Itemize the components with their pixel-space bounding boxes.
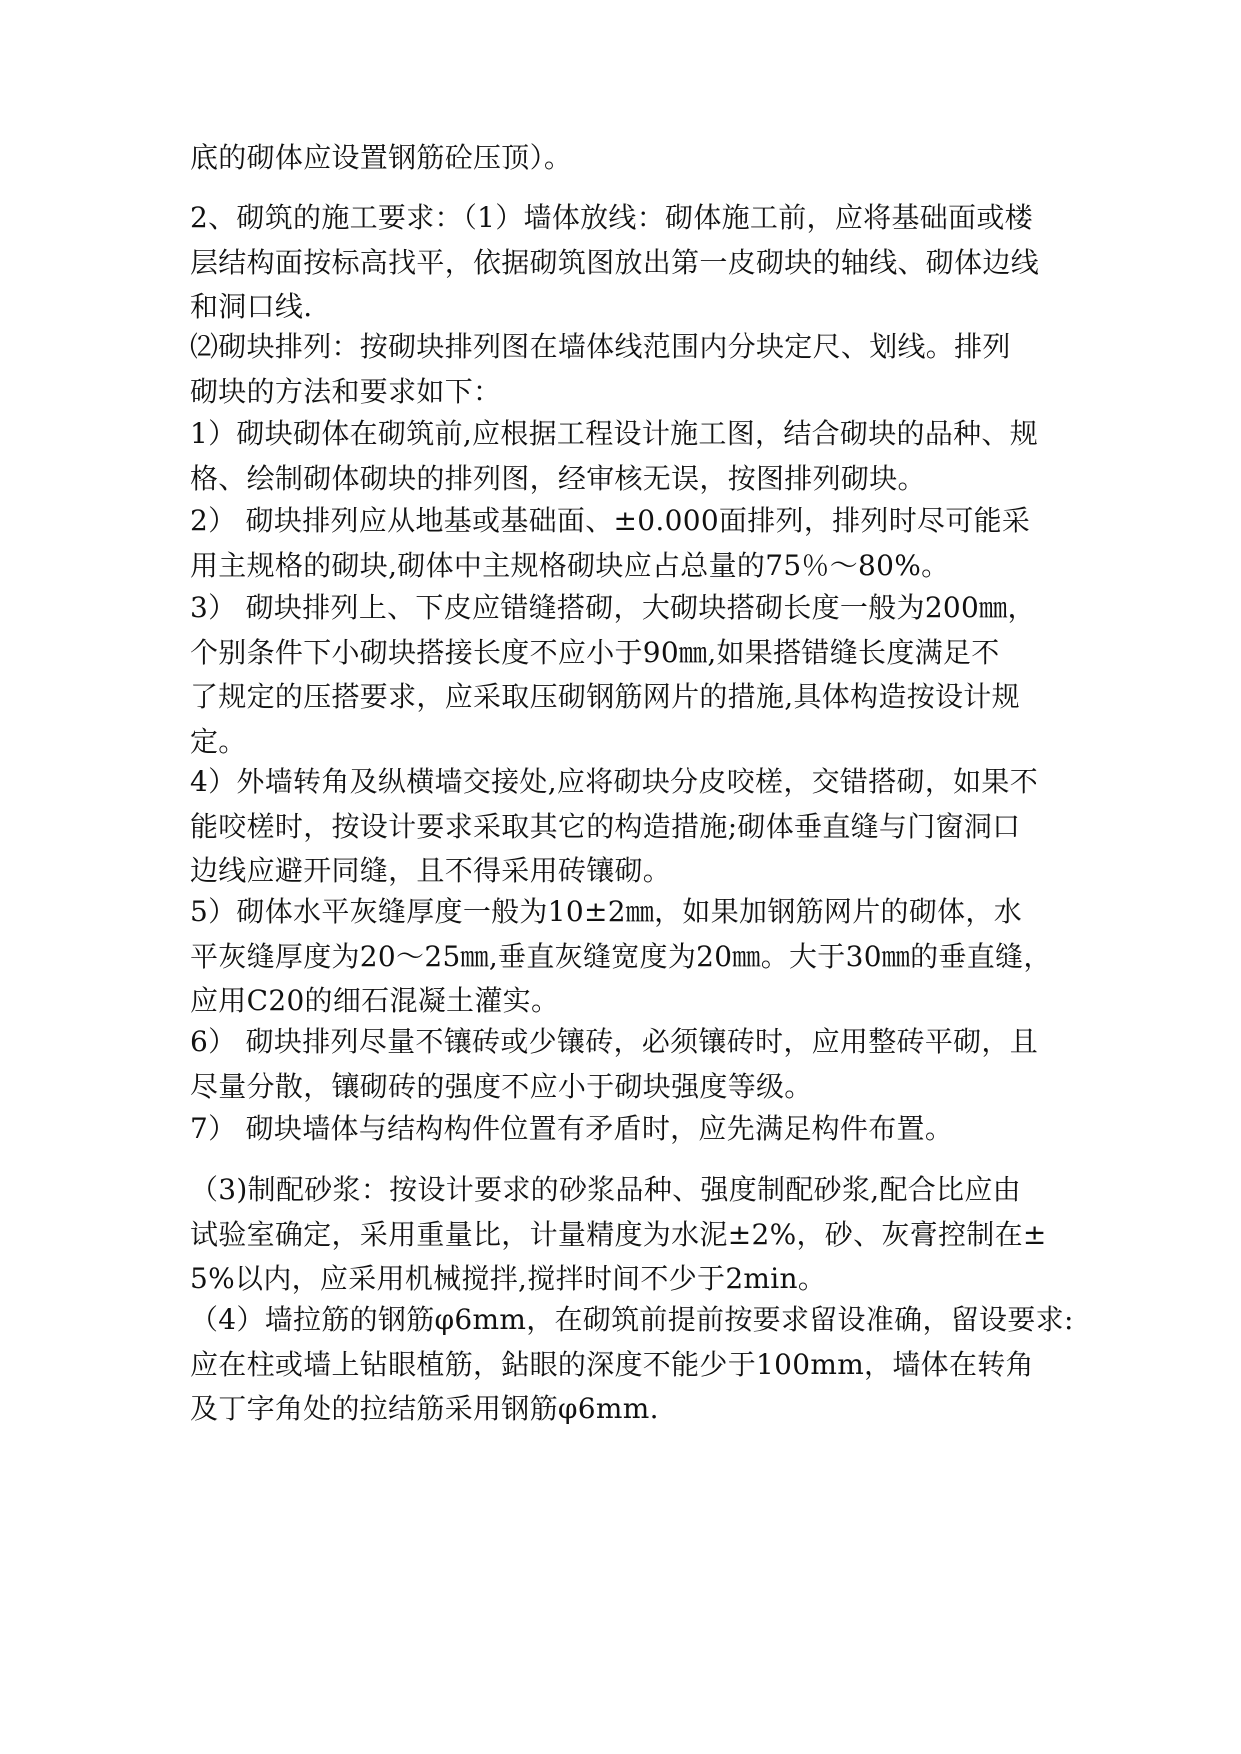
text-line: 边线应避开同缝，且不得采用砖镶砌。 xyxy=(190,854,672,887)
paragraph-wall-top xyxy=(190,136,1070,181)
paragraph-item-2 xyxy=(190,499,1070,588)
paragraph-item-6 xyxy=(190,1020,1070,1109)
paragraph-item-4 xyxy=(190,760,1070,894)
text-line: 尽量分散，镶砌砖的强度不应小于砌块强度等级。 xyxy=(190,1069,813,1103)
text-line: 1）砌块砌体在砌筑前,应根据工程设计施工图，结合砌块的品种、规 xyxy=(190,417,1039,450)
text-line: 层结构面按标高找平，依据砌筑图放出第一皮砌块的轴线、砌体边线 xyxy=(190,245,1040,279)
paragraph-construction-requirements xyxy=(190,196,1070,330)
text-line: 底的砌体应设置钢筋砼压顶）。 xyxy=(190,141,573,174)
text-line: 及丁字角处的拉结筋采用钢筋φ6mm. xyxy=(190,1392,659,1425)
text-line: 2） 砌块排列应从地基或基础面、±0.000面排列，排列时尽可能采 xyxy=(190,504,1031,537)
text-line: 5）砌体水平灰缝厚度一般为10±2㎜，如果加钢筋网片的砌体，水 xyxy=(190,895,1023,928)
text-line: 和洞口线. xyxy=(190,290,313,323)
text-line: 个别条件下小砌块搭接长度不应小于90㎜,如果搭错缝长度满足不 xyxy=(190,635,1000,669)
paragraph-wall-tie-bars xyxy=(190,1298,1074,1432)
paragraph-item-7 xyxy=(190,1107,1070,1152)
text-line: （3)制配砂浆：按设计要求的砂浆品种、强度制配砂浆,配合比应由 xyxy=(190,1173,1021,1206)
text-line: 砌块的方法和要求如下： xyxy=(190,374,502,408)
paragraph-item-1 xyxy=(190,412,1070,501)
text-line: 平灰缝厚度为20～25㎜,垂直灰缝宽度为20㎜。大于30㎜的垂直缝， xyxy=(190,939,1052,973)
text-line: （4）墙拉筋的钢筋φ6mm，在砌筑前提前按要求留设准确，留设要求: xyxy=(190,1303,1074,1336)
text-line: 用主规格的砌块,砌体中主规格砌块应占总量的75％～80%。 xyxy=(190,548,950,582)
text-line: 应用C20的细石混凝土灌实。 xyxy=(190,984,560,1017)
text-line: 试验室确定，采用重量比，计量精度为水泥±2%，砂、灰膏控制在± xyxy=(190,1217,1047,1251)
paragraph-item-5 xyxy=(190,890,1070,1024)
text-line: 2、砌筑的施工要求：（1）墙体放线：砌体施工前，应将基础面或楼 xyxy=(190,201,1033,234)
text-line: 6） 砌块排列尽量不镶砖或少镶砖，必须镶砖时，应用整砖平砌，且 xyxy=(190,1025,1039,1058)
paragraph-block-arrangement xyxy=(190,325,1070,414)
text-line: 能咬槎时，按设计要求采取其它的构造措施;砌体垂直缝与门窗洞口 xyxy=(190,809,1021,843)
text-line: 了规定的压搭要求，应采取压砌钢筋网片的措施,具体构造按设计规 xyxy=(190,680,1020,713)
paragraph-mortar-preparation xyxy=(190,1168,1070,1302)
text-line: 5%以内，应采用机械搅拌,搅拌时间不少于2min。 xyxy=(190,1262,827,1295)
text-line: 3） 砌块排列上、下皮应错缝搭砌，大砌块搭砌长度一般为200㎜， xyxy=(190,591,1036,624)
text-line: 应在柱或墙上钻眼植筋，鉆眼的深度不能少于100mm，墙体在转角 xyxy=(190,1347,1034,1381)
text-line: 定。 xyxy=(190,724,247,758)
text-line: 7） 砌块墙体与结构构件位置有矛盾时，应先满足构件布置。 xyxy=(190,1112,954,1145)
text-line: ⑵砌块排列：按砌块排列图在墙体线范围内分块定尺、划线。排列 xyxy=(190,330,1011,363)
text-line: 4）外墙转角及纵横墙交接处,应将砌块分皮咬槎，交错搭砌，如果不 xyxy=(190,765,1039,798)
paragraph-item-3 xyxy=(190,586,1070,764)
text-line: 格、绘制砌体砌块的排列图，经审核无误，按图排列砌块。 xyxy=(190,461,926,495)
